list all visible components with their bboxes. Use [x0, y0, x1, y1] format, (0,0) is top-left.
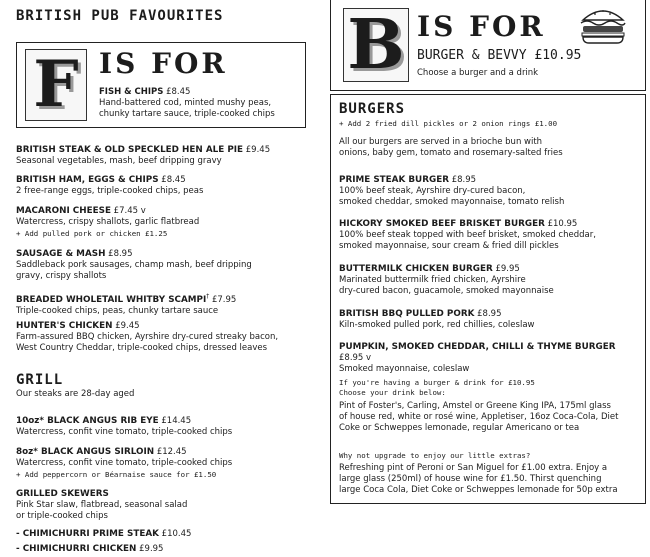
- item-price: £8.95: [451, 175, 477, 185]
- burger-item: [339, 309, 639, 331]
- menu-item: [16, 416, 316, 438]
- upgrade-options: [339, 463, 639, 496]
- item-desc: 100% beef steak topped with beef brisket, smoked cheddar,: [339, 230, 596, 240]
- item-desc: Saddleback pork sausages, champ mash, beef dripping: [16, 260, 252, 270]
- fish-chips-dish: [99, 87, 275, 120]
- upgrade-line: Refreshing pint of Peroni or San Miguel for £1.00 extra. Enjoy a: [339, 463, 608, 473]
- menu-item: [16, 321, 316, 354]
- item-price: £9.45: [115, 321, 140, 331]
- b-letter-logo: B: [343, 8, 409, 82]
- item-name: 8oz* BLACK ANGUS SIRLOIN: [16, 447, 155, 457]
- item-name: - CHIMICHURRI PRIME STEAK: [16, 529, 159, 539]
- section-title-pub-favourites: BRITISH PUB FAVOURITES: [16, 8, 224, 24]
- dish-price: £8.45: [166, 87, 191, 97]
- drink-options: [339, 401, 639, 434]
- item-desc: Watercress, confit vine tomato, triple-cooked chips: [16, 427, 233, 437]
- item-price: £12.45: [156, 447, 187, 457]
- menu-item: [16, 206, 316, 240]
- grill-note: Our steaks are 28-day aged: [16, 389, 135, 399]
- f-letter-logo: F: [25, 49, 87, 121]
- menu-item: [16, 145, 316, 167]
- menu-item: [16, 249, 316, 282]
- item-name: BRITISH STEAK & OLD SPECKLED HEN ALE PIE: [16, 145, 244, 155]
- item-desc: West Country Cheddar, triple-cooked chips, dressed leaves: [16, 343, 268, 353]
- upgrade-line: large glass (250ml) of house wine for £1.50. Thirst quenching: [339, 474, 602, 484]
- dish-name: FISH & CHIPS: [99, 87, 164, 97]
- item-desc: Kiln-smoked pulled pork, red chillies, coleslaw: [339, 320, 535, 330]
- upgrade-line: large Coca Cola, Diet Coke or Schweppes lemonade for 50p extra: [339, 485, 618, 495]
- item-desc: Farm-assured BBQ chicken, Ayrshire dry-cured streaky bacon,: [16, 332, 279, 342]
- item-price: £9.95: [495, 264, 520, 274]
- burger-item: [339, 175, 639, 208]
- drink-line: Coke or Schweppes lemonade, regular Americano or tea: [339, 423, 580, 433]
- upgrade-title: Why not upgrade to enjoy our little extras?: [339, 451, 531, 460]
- item-price: £8.95 v: [339, 353, 372, 363]
- item-desc: 100% beef steak, Ayrshire dry-cured bacon,: [339, 186, 526, 196]
- section-title-burgers: BURGERS: [339, 101, 406, 117]
- intro-line: All our burgers are served in a brioche bun with: [339, 137, 543, 147]
- item-name: BREADED WHOLETAIL WHITBY SCAMPI: [16, 294, 207, 305]
- section-title-grill: GRILL: [16, 372, 64, 388]
- menu-item: [16, 447, 316, 481]
- menu-item: [16, 489, 316, 522]
- item-desc: smoked mayonnaise, sour cream & fried dill pickles: [339, 241, 559, 251]
- item-desc: Triple-cooked chips, peas, chunky tartare sauce: [16, 305, 219, 316]
- item-desc: Watercress, confit vine tomato, triple-cooked chips: [16, 458, 233, 468]
- menu-item: [16, 529, 316, 540]
- item-price: £9.95: [139, 544, 164, 554]
- drink-intro-line: Choose your drink below:: [339, 388, 446, 397]
- burger-item: [339, 264, 639, 297]
- item-name: HUNTER'S CHICKEN: [16, 321, 113, 331]
- item-name: PUMPKIN, SMOKED CHEDDAR, CHILLI & THYME BURGER: [339, 342, 616, 352]
- item-name: 10oz* BLACK ANGUS RIB EYE: [16, 416, 159, 426]
- item-desc: gravy, crispy shallots: [16, 271, 107, 281]
- b-is-for-box: [330, 0, 646, 91]
- item-price: £7.45 v: [113, 206, 146, 216]
- item-name: - CHIMICHURRI CHICKEN: [16, 544, 137, 554]
- menu-item: [16, 291, 316, 317]
- burger-bevvy-heading: BURGER & BEVVY £10.95: [417, 48, 582, 63]
- item-price: £8.95: [108, 249, 133, 259]
- left-column: [0, 0, 318, 557]
- grill-subtitle: [16, 389, 316, 400]
- item-desc: or triple-cooked chips: [16, 511, 108, 521]
- item-name: BRITISH HAM, EGGS & CHIPS: [16, 175, 159, 185]
- item-desc: Watercress, crispy shallots, garlic flatbread: [16, 217, 200, 227]
- item-desc: Pink Star slaw, flatbread, seasonal salad: [16, 500, 188, 510]
- item-add-on: + Add peppercorn or Béarnaise sauce for £1.50: [16, 470, 217, 479]
- f-is-for-box: [16, 42, 306, 128]
- b-is-for-heading: IS FOR: [417, 10, 546, 43]
- dish-desc: Hand-battered cod, minted mushy peas,: [99, 98, 272, 108]
- item-desc: dry-cured bacon, guacamole, smoked mayonnaise: [339, 286, 554, 296]
- burgers-intro: [339, 137, 639, 159]
- intro-line: onions, baby gem, tomato and rosemary-salted fries: [339, 148, 563, 158]
- item-price: £14.45: [161, 416, 192, 426]
- burgers-box: [330, 94, 646, 504]
- f-is-for-heading: IS FOR: [99, 47, 228, 80]
- item-name: PRIME STEAK BURGER: [339, 175, 449, 185]
- item-price: £10.45: [161, 529, 192, 539]
- item-desc: Marinated buttermilk fried chicken, Ayrshire: [339, 275, 526, 285]
- burger-icon: [577, 4, 629, 44]
- item-price: £10.95: [547, 219, 578, 229]
- burger-item: [339, 342, 639, 375]
- burgers-add-note: + Add 2 fried dill pickles or 2 onion rings £1.00: [339, 119, 558, 128]
- item-add-on: + Add pulled pork or chicken £1.25: [16, 229, 168, 238]
- item-price: £7.95: [211, 294, 237, 305]
- item-desc: Seasonal vegetables, mash, beef dripping gravy: [16, 156, 222, 166]
- burger-bevvy-sub: Choose a burger and a drink: [417, 68, 539, 78]
- item-name: BRITISH BBQ PULLED PORK: [339, 309, 475, 319]
- item-desc: 2 free-range eggs, triple-cooked chips, peas: [16, 186, 204, 196]
- burger-item: [339, 219, 639, 252]
- item-name: SAUSAGE & MASH: [16, 249, 106, 259]
- drink-line: of house red, white or rosé wine, Appletiser, 16oz Coca-Cola, Diet: [339, 412, 619, 422]
- drink-intro: [339, 378, 639, 398]
- right-column: [330, 0, 644, 557]
- item-name: BUTTERMILK CHICKEN BURGER: [339, 264, 493, 274]
- menu-item: [16, 175, 316, 197]
- item-name: HICKORY SMOKED BEEF BRISKET BURGER: [339, 219, 545, 229]
- dish-desc: chunky tartare sauce, triple-cooked chips: [99, 109, 275, 119]
- item-name: GRILLED SKEWERS: [16, 489, 109, 499]
- drink-intro-line: If you're having a burger & drink for £10.95: [339, 378, 535, 387]
- item-desc: smoked cheddar, smoked mayonnaise, tomato relish: [339, 197, 565, 207]
- item-price: £8.45: [161, 175, 186, 185]
- item-price: £8.95: [477, 309, 502, 319]
- menu-item: [16, 544, 316, 555]
- item-desc: Smoked mayonnaise, coleslaw: [339, 364, 470, 374]
- item-price: £9.45: [245, 145, 271, 155]
- drink-line: Pint of Foster's, Carling, Amstel or Greene King IPA, 175ml glass: [339, 401, 611, 411]
- item-footnote-mark: †: [206, 293, 210, 300]
- item-name: MACARONI CHEESE: [16, 206, 111, 216]
